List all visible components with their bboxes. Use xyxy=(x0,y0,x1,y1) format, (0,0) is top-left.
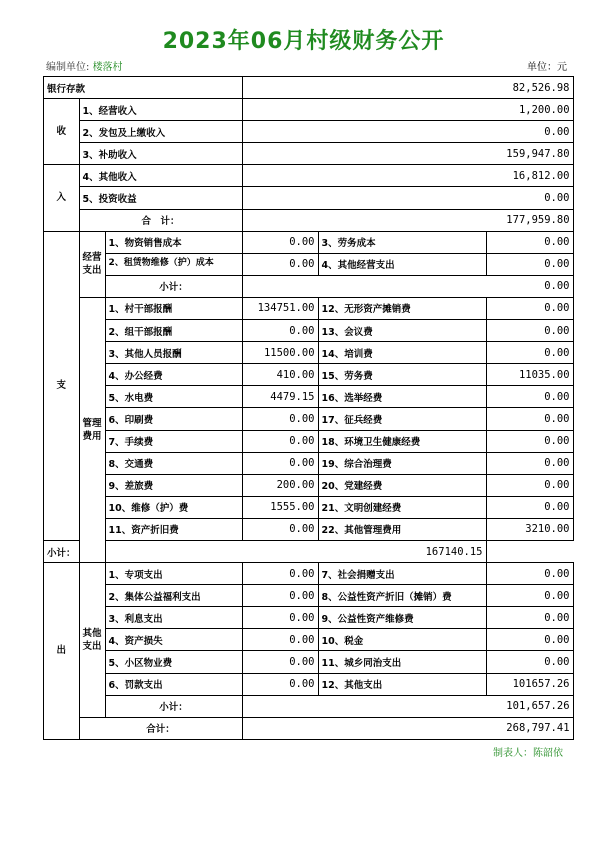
expense-value: 0.00 xyxy=(242,518,318,540)
management-subtotal-row xyxy=(44,540,574,562)
expense-label: 2、租赁物维修（护）成本 xyxy=(105,253,242,275)
income-section-label-bottom: 入 xyxy=(44,165,80,231)
management-row xyxy=(44,452,574,474)
expense-label: 8、公益性资产折旧（摊销）费 xyxy=(318,585,486,607)
expense-label: 6、罚款支出 xyxy=(105,673,242,695)
income-value: 1,200.00 xyxy=(242,99,573,121)
expense-label: 18、环境卫生健康经费 xyxy=(318,430,486,452)
expense-value: 0.00 xyxy=(486,408,573,430)
other-row xyxy=(44,673,574,695)
expense-value: 0.00 xyxy=(242,673,318,695)
expense-value: 0.00 xyxy=(486,342,573,364)
expense-value: 0.00 xyxy=(486,231,573,253)
other-row xyxy=(44,607,574,629)
other-subtotal-label: 小计： xyxy=(105,695,242,717)
expense-label: 12、无形资产摊销费 xyxy=(318,297,486,319)
compiling-unit-label: 编制单位: xyxy=(46,62,90,73)
income-section-label-top: 收 xyxy=(44,99,80,165)
expense-value: 0.00 xyxy=(486,651,573,673)
other-subtotal-row xyxy=(44,695,574,717)
expense-label: 15、劳务费 xyxy=(318,364,486,386)
income-value: 16,812.00 xyxy=(242,165,573,187)
expense-label: 4、资产损失 xyxy=(105,629,242,651)
expense-label: 5、水电费 xyxy=(105,386,242,408)
income-total-value: 177,959.80 xyxy=(242,209,573,231)
finance-table xyxy=(43,76,574,740)
bank-row xyxy=(44,77,574,99)
management-subtotal-value: 167140.15 xyxy=(105,540,486,562)
income-label: 4、其他收入 xyxy=(79,165,242,187)
management-subtotal-label: 小计： xyxy=(44,540,80,562)
expense-value: 0.00 xyxy=(486,607,573,629)
expense-label: 8、交通费 xyxy=(105,452,242,474)
management-row xyxy=(44,297,574,319)
expense-value: 200.00 xyxy=(242,474,318,496)
income-row xyxy=(44,99,574,121)
expense-value: 0.00 xyxy=(486,563,573,585)
expense-value: 0.00 xyxy=(242,563,318,585)
expense-label: 6、印刷费 xyxy=(105,408,242,430)
page-title: 2023年06月村级财务公开 xyxy=(162,29,445,54)
expense-label: 12、其他支出 xyxy=(318,673,486,695)
income-value: 0.00 xyxy=(242,121,573,143)
operating-header: 经营支出 xyxy=(79,231,105,297)
expense-label: 2、组干部报酬 xyxy=(105,320,242,342)
expense-label: 4、办公经费 xyxy=(105,364,242,386)
management-row xyxy=(44,320,574,342)
expense-value: 0.00 xyxy=(242,430,318,452)
expense-value: 1555.00 xyxy=(242,496,318,518)
operating-subtotal-label: 小计： xyxy=(105,275,242,297)
other-row xyxy=(44,563,574,585)
expense-value: 101657.26 xyxy=(486,673,573,695)
expense-label: 13、会议费 xyxy=(318,320,486,342)
expense-total-value: 268,797.41 xyxy=(242,717,573,739)
other-row xyxy=(44,651,574,673)
currency-unit: 单位：元 xyxy=(527,62,567,73)
compiling-unit-value: 楼落村 xyxy=(92,62,123,73)
other-row xyxy=(44,585,574,607)
expense-label: 9、公益性资产维修费 xyxy=(318,607,486,629)
expense-value: 134751.00 xyxy=(242,297,318,319)
income-total-label: 合 计： xyxy=(79,209,242,231)
expense-label: 9、差旅费 xyxy=(105,474,242,496)
management-row xyxy=(44,386,574,408)
expense-label: 14、培训费 xyxy=(318,342,486,364)
income-label: 2、发包及上缴收入 xyxy=(79,121,242,143)
expense-value: 0.00 xyxy=(486,496,573,518)
income-total-row xyxy=(44,209,574,231)
expense-label: 3、劳务成本 xyxy=(318,231,486,253)
expense-value: 11500.00 xyxy=(242,342,318,364)
expense-label: 17、征兵经费 xyxy=(318,408,486,430)
income-row xyxy=(44,143,574,165)
management-row xyxy=(44,408,574,430)
expense-label: 11、资产折旧费 xyxy=(105,518,242,540)
expense-section-label-bottom: 出 xyxy=(44,563,80,740)
other-subtotal-value: 101,657.26 xyxy=(242,695,573,717)
expense-section-label-top: 支 xyxy=(44,231,80,540)
bank-label: 银行存款 xyxy=(44,77,243,99)
expense-total-row xyxy=(44,717,574,739)
management-row xyxy=(44,342,574,364)
operating-subtotal-value: 0.00 xyxy=(242,275,573,297)
expense-label: 3、利息支出 xyxy=(105,607,242,629)
income-row xyxy=(44,165,574,187)
expense-value: 0.00 xyxy=(486,452,573,474)
expense-label: 1、专项支出 xyxy=(105,563,242,585)
expense-label: 10、税金 xyxy=(318,629,486,651)
expense-label: 20、党建经费 xyxy=(318,474,486,496)
expense-value: 0.00 xyxy=(486,320,573,342)
expense-total-label: 合计： xyxy=(79,717,242,739)
expense-label: 5、小区物业费 xyxy=(105,651,242,673)
expense-value: 0.00 xyxy=(486,253,573,275)
expense-value: 11035.00 xyxy=(486,364,573,386)
expense-label: 7、社会捐赠支出 xyxy=(318,563,486,585)
expense-value: 4479.15 xyxy=(242,386,318,408)
management-row xyxy=(44,496,574,518)
expense-value: 0.00 xyxy=(486,474,573,496)
operating-row xyxy=(44,253,574,275)
expense-value: 0.00 xyxy=(486,386,573,408)
expense-value: 3210.00 xyxy=(486,518,573,540)
expense-label: 16、选举经费 xyxy=(318,386,486,408)
expense-value: 0.00 xyxy=(486,629,573,651)
expense-label: 1、村干部报酬 xyxy=(105,297,242,319)
expense-label: 7、手续费 xyxy=(105,430,242,452)
bank-value: 82,526.98 xyxy=(242,77,573,99)
operating-row xyxy=(44,231,574,253)
expense-label: 4、其他经营支出 xyxy=(318,253,486,275)
other-row xyxy=(44,629,574,651)
expense-value: 0.00 xyxy=(486,430,573,452)
expense-label: 1、物资销售成本 xyxy=(105,231,242,253)
expense-value: 0.00 xyxy=(242,585,318,607)
prepared-by: 制表人：陈韶依 xyxy=(493,748,563,759)
management-header: 管理费用 xyxy=(79,297,105,562)
operating-subtotal-row xyxy=(44,275,574,297)
income-label: 3、补助收入 xyxy=(79,143,242,165)
expense-value: 0.00 xyxy=(486,585,573,607)
expense-value: 410.00 xyxy=(242,364,318,386)
expense-value: 0.00 xyxy=(242,651,318,673)
management-row xyxy=(44,430,574,452)
compiling-unit xyxy=(46,58,123,73)
income-value: 159,947.80 xyxy=(242,143,573,165)
expense-label: 22、其他管理费用 xyxy=(318,518,486,540)
income-row xyxy=(44,187,574,209)
income-row xyxy=(44,121,574,143)
management-row xyxy=(44,474,574,496)
expense-label: 19、综合治理费 xyxy=(318,452,486,474)
expense-value: 0.00 xyxy=(486,297,573,319)
income-value: 0.00 xyxy=(242,187,573,209)
expense-value: 0.00 xyxy=(242,320,318,342)
expense-value: 0.00 xyxy=(242,408,318,430)
other-header: 其他支出 xyxy=(79,563,105,718)
expense-value: 0.00 xyxy=(242,452,318,474)
expense-value: 0.00 xyxy=(242,253,318,275)
management-row xyxy=(44,364,574,386)
expense-label: 3、其他人员报酬 xyxy=(105,342,242,364)
expense-label: 10、维修（护）费 xyxy=(105,496,242,518)
expense-value: 0.00 xyxy=(242,607,318,629)
income-label: 1、经营收入 xyxy=(79,99,242,121)
expense-value: 0.00 xyxy=(242,231,318,253)
expense-label: 2、集体公益福利支出 xyxy=(105,585,242,607)
expense-label: 11、城乡同治支出 xyxy=(318,651,486,673)
expense-value: 0.00 xyxy=(242,629,318,651)
income-label: 5、投资收益 xyxy=(79,187,242,209)
management-row xyxy=(44,518,574,540)
expense-label: 21、文明创建经费 xyxy=(318,496,486,518)
